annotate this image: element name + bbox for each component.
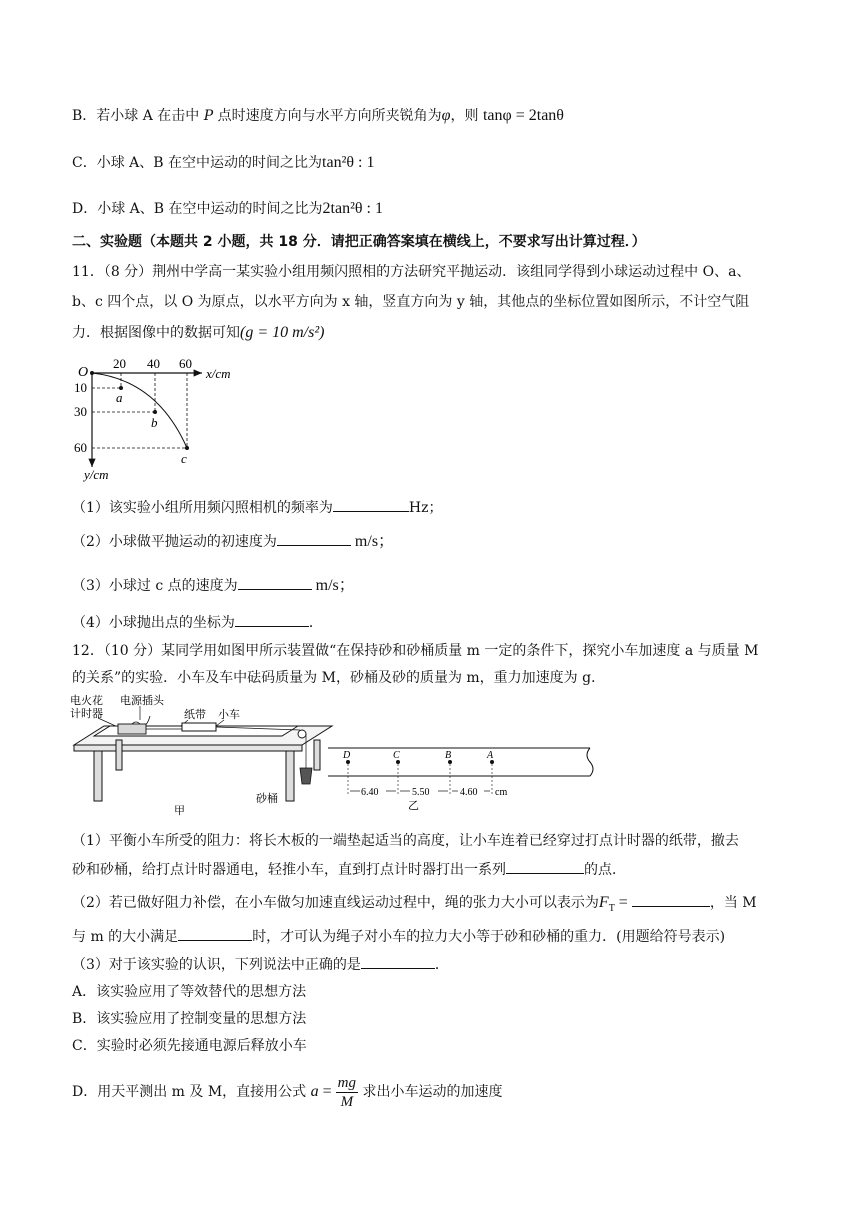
cart-label: 小车 <box>218 709 240 721</box>
option-b-point: P <box>203 108 214 124</box>
plug-label: 电源插头 <box>120 695 164 707</box>
y-axis-label: y/cm <box>84 467 109 482</box>
acceleration-fraction: $\frac{mg}{M}$ <box>337 1074 357 1110</box>
answer-blank-c-velocity[interactable] <box>238 575 312 590</box>
answer-blank-dot-pattern[interactable] <box>506 859 584 874</box>
option-d-text: D．小球 A、B 在空中运动的时间之比为 <box>72 201 323 217</box>
option-b-formula: tanφ = 2tanθ <box>482 107 564 124</box>
trajectory-curve <box>92 373 187 448</box>
q12-sub2-b: 与 m 的大小满足 时，才可认为绳子对小车的拉力大小等于砂和砂桶的重力．(用题给符号表示) <box>72 926 725 947</box>
tape-label-c: C <box>393 750 400 761</box>
q11-sub1: （1）该实验小组所用频闪照相机的频率为 Hz； <box>72 497 443 518</box>
answer-blank-frequency[interactable] <box>333 497 409 512</box>
spark-timer <box>118 724 146 734</box>
x-tick-60: 60 <box>179 356 192 371</box>
timer-label-2: 计时器 <box>70 708 103 720</box>
option-b <box>72 106 564 126</box>
q12-line2: 的关系”的实验．小车及车中砝码质量为 M，砂桶及砂的质量为 m，重力加速度为 g． <box>72 670 606 686</box>
q11-line1: 11．（8 分）荆州中学高一某实验小组用频闪照相的方法研究平抛运动．该组同学得到小球运动过程中 O、a、 <box>72 264 751 280</box>
tape-label-b: B <box>445 750 452 761</box>
cart <box>182 723 216 731</box>
x-tick-40: 40 <box>147 356 160 371</box>
q12-option-a: A．该实验应用了等效替代的思想方法 <box>72 984 307 1000</box>
timer-label-1: 电火花 <box>70 695 103 707</box>
point-c <box>185 446 189 450</box>
option-b-prefix: B．若小球 A 在击中 <box>72 108 204 124</box>
q12-line1: 12．（10 分）某同学用如图甲所示装置做“在保持砂和砂桶质量 m 一定的条件下，探究小车加速度 a 与质量 M <box>72 643 759 659</box>
answer-blank-launch-coordinate[interactable] <box>235 612 309 627</box>
tape-label: 纸带 <box>184 709 206 721</box>
q11-line3-text: 力．根据图像中的数据可知 <box>72 325 240 341</box>
distance-cb: 5.50 <box>412 787 430 798</box>
option-b-phi: φ <box>441 107 451 124</box>
distance-dc: 6.40 <box>361 787 379 798</box>
q12-sub3: （3）对于该实验的认识，下列说法中正确的是 ． <box>72 954 449 975</box>
apparatus-figure-jia <box>68 690 338 818</box>
bucket-label: 砂桶 <box>256 793 278 805</box>
answer-blank-mass-condition[interactable] <box>178 926 252 941</box>
table-leg <box>94 751 102 801</box>
section-heading: 二、实验题（本题共 2 小题，共 18 分．请把正确答案填在横线上，不要求写出计算过程．） <box>72 234 646 250</box>
answer-blank-tension[interactable] <box>632 892 710 907</box>
q11-sub2: （2）小球做平抛运动的初速度为 m/s； <box>72 533 395 550</box>
q12-sub1-b: 砂和砂桶，给打点计时器通电，轻推小车，直到打点计时器打出一系列 的点． <box>72 859 626 880</box>
y-tick-30: 30 <box>74 404 87 419</box>
y-tick-60: 60 <box>74 440 87 455</box>
point-c-label: c <box>181 451 187 466</box>
option-d-formula: 2tan²θ : 1 <box>322 200 383 217</box>
pulley <box>298 730 306 738</box>
origin-label: O <box>78 365 89 380</box>
distance-unit: cm <box>495 787 508 798</box>
tape-label-d: D <box>343 750 351 761</box>
distance-ba: 4.60 <box>460 787 478 798</box>
point-b-label: b <box>151 415 158 430</box>
tape-figure-yi <box>326 740 598 810</box>
q12-option-b: B．该实验应用了控制变量的思想方法 <box>72 1011 307 1027</box>
y-tick-10: 10 <box>74 380 87 395</box>
q12-option-c: C．实验时必须先接通电源后释放小车 <box>72 1038 307 1054</box>
answer-blank-correct-option[interactable] <box>361 954 435 969</box>
q11-sub4: （4）小球抛出点的坐标为 ． <box>72 612 323 633</box>
figure-yi-caption: 乙 <box>408 800 419 810</box>
point-a-label: a <box>116 390 123 405</box>
option-b-mid: 点时速度方向与水平方向所夹锐角为 <box>213 108 442 124</box>
point-b <box>153 410 157 414</box>
q12-option-d: D．用天平测出 m 及 M，直接用公式 a = $\frac{mg}{M}$ 求出小车运动的加速度 <box>72 1074 503 1110</box>
q11-line2: b、c 四个点，以 O 为原点，以水平方向为 x 轴，竖直方向为 y 轴，其他点的坐标位置如图所示，不计空气阻 <box>72 294 750 310</box>
point-o <box>90 371 94 375</box>
option-c <box>72 153 374 173</box>
x-tick-20: 20 <box>113 356 126 371</box>
option-d <box>72 199 383 219</box>
option-c-text: C．小球 A、B 在空中运动的时间之比为 <box>72 155 323 171</box>
table-leg <box>286 751 294 801</box>
projectile-figure <box>72 352 252 482</box>
x-axis-label: x/cm <box>206 366 231 381</box>
sand-bucket <box>300 768 312 784</box>
option-b-sep: ，则 <box>450 108 483 124</box>
tape-label-a: A <box>487 750 494 761</box>
q11-g-note: (g = 10 m/s²) <box>240 324 325 341</box>
q12-sub2-a: （2）若已做好阻力补偿，在小车做匀加速直线运动过程中，绳的张力大小可以表示为$F_T$ = ，当 M <box>72 894 757 914</box>
figure-jia-caption: 甲 <box>174 805 185 817</box>
option-c-formula: tan²θ : 1 <box>322 154 375 171</box>
answer-blank-initial-velocity[interactable] <box>277 531 351 546</box>
q11-line3 <box>72 323 324 343</box>
tension-symbol: F <box>598 894 609 911</box>
q11-sub3: （3）小球过 c 点的速度为 m/s； <box>72 577 355 594</box>
q12-sub1-a: （1）平衡小车所受的阻力：将长木板的一端垫起适当的高度，让小车连着已经穿过打点计时器的纸带，撤去 <box>72 833 739 849</box>
